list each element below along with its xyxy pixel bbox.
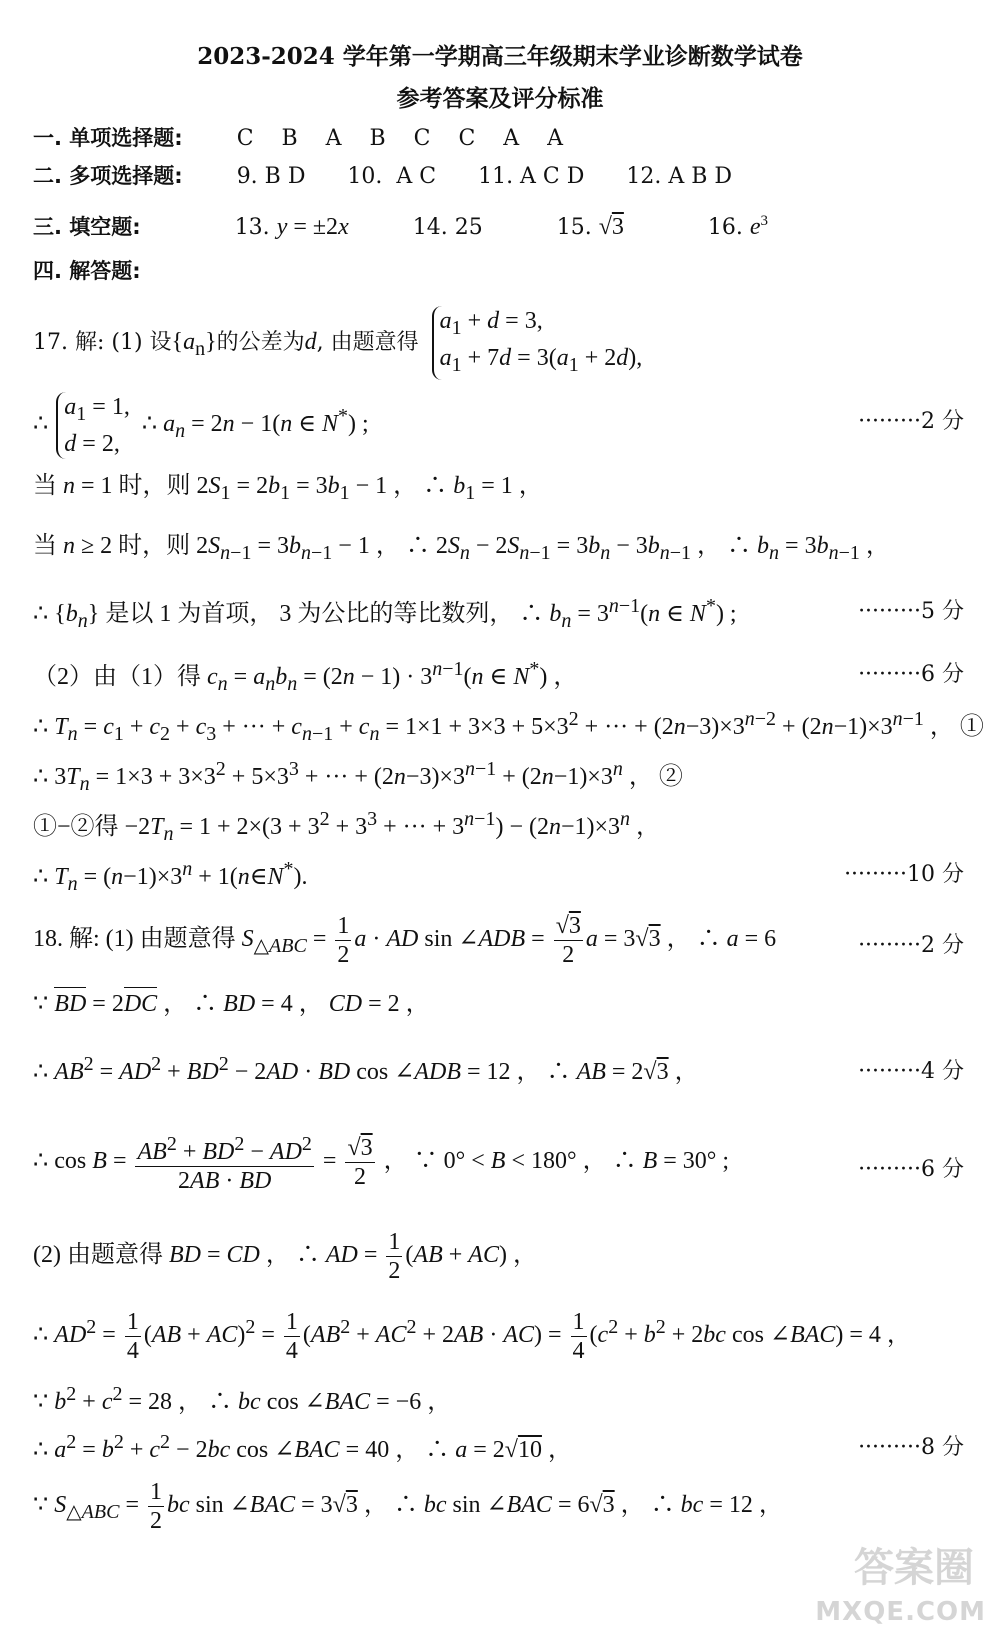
p18-part2: (2) 由题意得: [33, 1242, 163, 1269]
answer-16-num: 16.: [707, 215, 743, 240]
p17-line10: ∴ $T_n = (n-1)\times 3^n$ + 1(n∈N*).: [33, 858, 308, 895]
p17-line2: ∴ $a_1 = 1$, d = 2, ∴ $a_n = 2n - 1(n$ ∈ N*) ;: [33, 394, 369, 457]
p17-line5: ∴ $\{b_n\}$ 是以 1 为首项， 3 为公比的等比数列， ∴ $b_n = 3^{n-1}(n$ ∈ N*) ;: [33, 595, 737, 632]
p18-score2: ·········2 分: [858, 933, 964, 958]
watermark-bottom: MXQE.COM: [815, 1597, 986, 1627]
p17-system: $a_1 + d = 3$, $a_1 + 7d = 3(a_1 + 2d)$,: [432, 306, 643, 380]
answer-15-num: 15.: [556, 215, 592, 240]
p17-line8: ∴ $3T_n = 1\times 3 + 3\times 3^2 + 5\times 3^3$ + ··· + $(2n-3)\times 3^{n-1} + (2n-1)\times 3^n$ ， ②: [33, 758, 683, 795]
p18-line1: 18. 解: (1) 由题意得 $S_{\triangle ABC}$ = $\frac{1}{2}$ a · AD sin ∠ADB = $\frac{√3}{2}$ a = 3√3 ， ∴ a = 6: [33, 913, 777, 968]
fill-blank-row: [33, 207, 768, 242]
p17-line6: （2）由（1）得 $c_n = a_nb_n = (2n - 1) \cdot 3^{n-1}(n$ ∈ N*) ，: [33, 658, 578, 695]
p17-line9: ①−②得 $-2T_n = 1 + 2\times(3 + 3^2 + 3^3$ + ··· + $3^{n-1}) - (2n-1)\times 3^n$ ，: [33, 808, 661, 845]
p17-line3: 当 n = 1 时，则 $2S_1 = 2b_1 = 3b_1 - 1$ ， ∴ $b_1 = 1$ ，: [33, 473, 543, 504]
p18-score4: ·········4 分: [858, 1059, 964, 1084]
p17-score2: ·········2 分: [858, 409, 964, 434]
p18-line8: ∴ $a^2 = b^2 + c^2 - 2bc$ cos ∠BAC = 40 ， ∴ a = 2√10 ，: [33, 1431, 572, 1463]
multi-choice-answers: 9. B D 10. A C 11. A C D 12. A B D: [236, 164, 733, 189]
p18-line9: ∵ $S_{\triangle ABC}$ = $\frac{1}{2}$ bc sin ∠BAC = 3√3 ， ∴ bc sin ∠BAC = 6√3 ， ∴ bc = 12 ，: [33, 1479, 783, 1534]
p17-line4: 当 n ≥ 2 时，则 $2S_{n-1} = 3b_{n-1} - 1$ ， ∴ $2S_n - 2S_{n-1} = 3b_n - 3b_{n-1}$ ， ∴ $b_n = 3b_{n-1}$ ，: [33, 533, 890, 564]
p17-score6: ·········6 分: [858, 662, 964, 687]
p18-score6: ·········6 分: [858, 1157, 964, 1182]
p18-line3: ∴ $AB^2 = AD^2 + BD^2 - 2AD$ · BD cos ∠ADB = 12 ， ∴ AB = 2√3 ，: [33, 1053, 699, 1085]
watermark-logo: [815, 1545, 994, 1631]
page-title: 2023-2024 学年第一学期高三年级期末学业诊断数学试卷: [197, 43, 803, 70]
single-choice-row: [33, 124, 563, 153]
answer-13-num: 13.: [234, 215, 270, 240]
p17-line7: ∴ $T_n = c_1 + c_2 + c_3$ + ··· + $c_{n-1} + c_n = 1\times 1 + 3\times 3 + 5\times 3^2$ + ··· + $(2n-3)\times 3^{n-2} + (2n-1)\times 3^{n-1}$ ， ①: [33, 708, 984, 745]
p18-line2: ∵ BD = 2 DC ， ∴ BD = 4 ， CD = 2 ，: [33, 990, 430, 1018]
p18-score8: ·········8 分: [858, 1435, 964, 1460]
page-subtitle: 参考答案及评分标准: [396, 85, 604, 112]
p17-lead: 17. 解: (1) 设: [33, 329, 172, 355]
p17-tail: , 由题意得: [316, 329, 419, 355]
p17-line1: 17. 解: (1) 设$\{a_n\}$的公差为d, 由题意得 $a_1 + d = 3$, $a_1 + 7d = 3(a_1 + 2d)$,: [33, 306, 648, 380]
answer-16-expr: $e^3$: [749, 213, 769, 240]
p18-line7: ∵ $b^2 + c^2 = 28$ ， ∴ bc cos ∠BAC = −6 ，: [33, 1383, 452, 1415]
multi-choice-row: [33, 162, 732, 191]
p18-line5: (2) 由题意得 BD = CD ， ∴ AD = $\frac{1}{2}$ (AB + AC) ，: [33, 1229, 537, 1284]
answer-13-expr: y = ±2x: [276, 214, 349, 240]
single-choice-answers: C B A B C C A A: [236, 126, 563, 151]
fill-blank-label: 三. 填空题:: [33, 215, 141, 239]
p18-line6: ∴ $AD^2$ = $\frac{1}{4}$ (AB + AC)$^2$ = $\frac{1}{4}$ $(AB^2 + AC^2 + 2AB \cdot AC)$ = $\frac{1}{4}$ ($c^2 + b^2 + 2bc$ cos ∠BAC) = 4 ，: [33, 1309, 911, 1364]
solve-label: 四. 解答题:: [33, 259, 141, 283]
single-choice-label: 一. 单项选择题:: [33, 126, 183, 150]
p18-lead: 18. 解: (1) 由题意得: [33, 926, 236, 953]
p18-line4: ∴ cos B = $\frac{AB^2 + BD^2 - AD^2}{2AB \cdot BD}$ = $\frac{√3}{2}$ ， ∵ 0° < B < 180° ， ∴ B = 30° ;: [33, 1130, 729, 1195]
solve-label-row: [33, 257, 141, 286]
p17-mid: 的公差为: [216, 329, 305, 355]
watermark-top: 答案圈: [854, 1545, 974, 1591]
p17-score5: ·········5 分: [858, 599, 964, 624]
p17-score10: ·········10 分: [844, 862, 964, 887]
answer-15-expr: √3: [598, 214, 624, 240]
multi-choice-label: 二. 多项选择题:: [33, 164, 183, 188]
answer-14: 14. 25: [412, 215, 483, 240]
